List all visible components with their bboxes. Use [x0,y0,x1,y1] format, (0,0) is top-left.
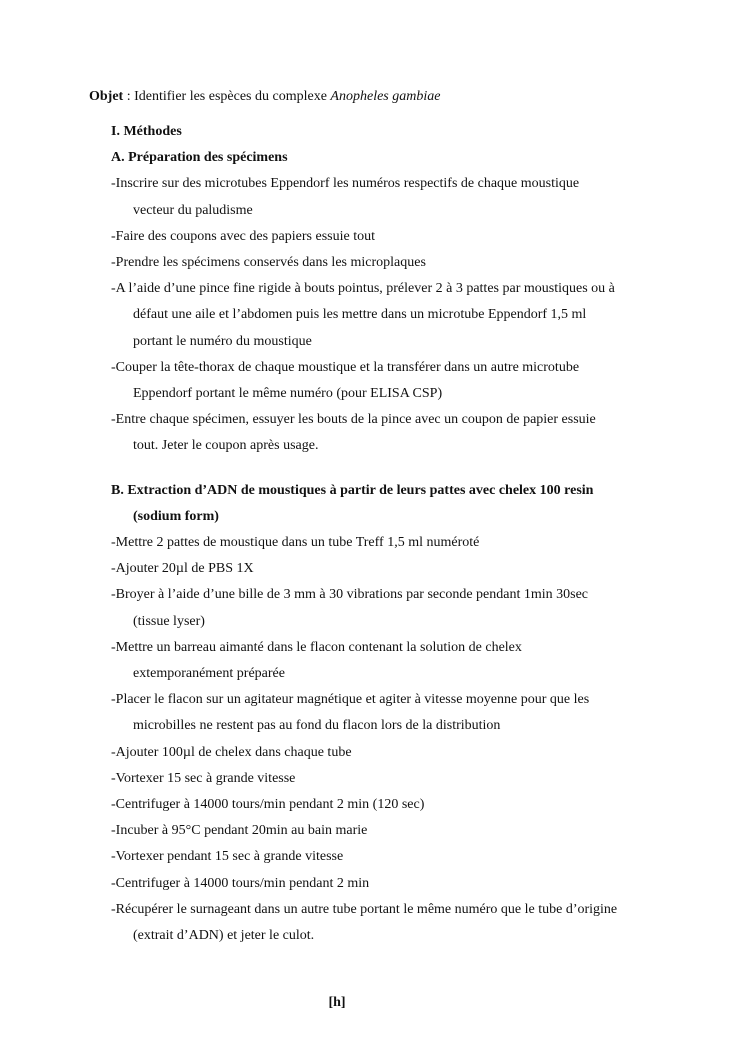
list-item-continuation: défaut une aile et l’abdomen puis les mettre dans un microtube Eppendorf 1,5 ml [133,307,587,323]
section-spacer [111,460,655,478]
list-item-line: -Broyer à l’aide d’une bille de 3 mm à 30 vibrations par seconde pendant 1min 30sec [111,587,589,603]
list-item-continuation: microbilles ne restent pas au fond du flacon lors de la distribution [133,718,501,734]
list-item-line: -Placer le flacon sur un agitateur magnétique et agiter à vitesse moyenne pour que les [111,692,590,708]
objet-line [89,84,659,110]
list-item [111,407,655,459]
page-footer: [h] [328,995,346,1010]
list-item-line: -Ajouter 20µl de PBS 1X [111,561,254,577]
list-item-line: -Entre chaque spécimen, essuyer les bouts de la pince avec un coupon de papier essuie [111,412,596,428]
list-item-continuation: portant le numéro du moustique [133,333,312,349]
section-b-list [111,530,655,949]
objet-separator: : [123,89,135,104]
list-item [111,766,655,792]
section-b-heading [111,478,655,530]
list-item-line: -Vortexer 15 sec à grande vitesse [111,770,296,786]
list-item-continuation: (extrait d’ADN) et jeter le culot. [133,928,315,944]
list-item [111,530,655,556]
objet-label: Objet [89,89,124,104]
list-item-continuation: extemporanément préparée [133,666,285,682]
section-b-heading-line1: B. Extraction d’ADN de moustiques à partir de leurs pattes avec chelex 100 resin [111,482,594,498]
list-item-continuation: Eppendorf portant le même numéro (pour ELISA CSP) [133,386,443,402]
list-item-continuation: vecteur du paludisme [133,202,253,218]
section-b-heading-line2: (sodium form) [133,508,219,524]
list-item [111,556,655,582]
list-item-line: -Incuber à 95°C pendant 20min au bain marie [111,823,368,839]
list-item-continuation: (tissue lyser) [133,613,205,629]
list-item-line: -Vortexer pendant 15 sec à grande vitesse [111,849,344,865]
list-item-line: -A l’aide d’une pince fine rigide à bouts pointus, prélever 2 à 3 pattes par moustiques ou à [111,281,615,297]
list-item [111,224,655,250]
list-item-line: -Inscrire sur des microtubes Eppendorf les numéros respectifs de chaque moustique [111,176,580,192]
list-item [111,792,655,818]
list-item-line: -Récupérer le surnageant dans un autre tube portant le même numéro que le tube d’origine [111,901,618,917]
list-item [111,871,655,897]
list-item-continuation: tout. Jeter le coupon après usage. [133,438,319,454]
objet-text: Identifier les espèces du complexe [134,89,331,104]
list-item-line: -Centrifuger à 14000 tours/min pendant 2 min (120 sec) [111,797,425,813]
list-item [111,582,655,634]
list-item-line: -Couper la tête-thorax de chaque moustique et la transférer dans un autre microtube [111,359,580,375]
list-item-line: -Prendre les spécimens conservés dans les microplaques [111,255,426,271]
objet-species: Anopheles gambiae [330,89,441,104]
list-item [111,818,655,844]
list-item [111,740,655,766]
section-a-heading: A. Préparation des spécimens [111,150,288,166]
list-item-line: -Ajouter 100µl de chelex dans chaque tube [111,744,352,760]
list-item [111,355,655,407]
document-body [111,119,655,949]
list-item [111,897,655,949]
list-item [111,635,655,687]
list-item-line: -Centrifuger à 14000 tours/min pendant 2 min [111,875,370,891]
list-item [111,250,655,276]
list-item [111,687,655,739]
list-item [111,844,655,870]
section-a-list [111,171,655,459]
list-item-line: -Mettre 2 pattes de moustique dans un tube Treff 1,5 ml numéroté [111,535,480,551]
list-item [111,276,655,355]
section-methodes-heading: I. Méthodes [111,124,182,139]
list-item-line: -Mettre un barreau aimanté dans le flacon contenant la solution de chelex [111,639,522,655]
list-item [111,171,655,223]
list-item-line: -Faire des coupons avec des papiers essuie tout [111,228,375,244]
